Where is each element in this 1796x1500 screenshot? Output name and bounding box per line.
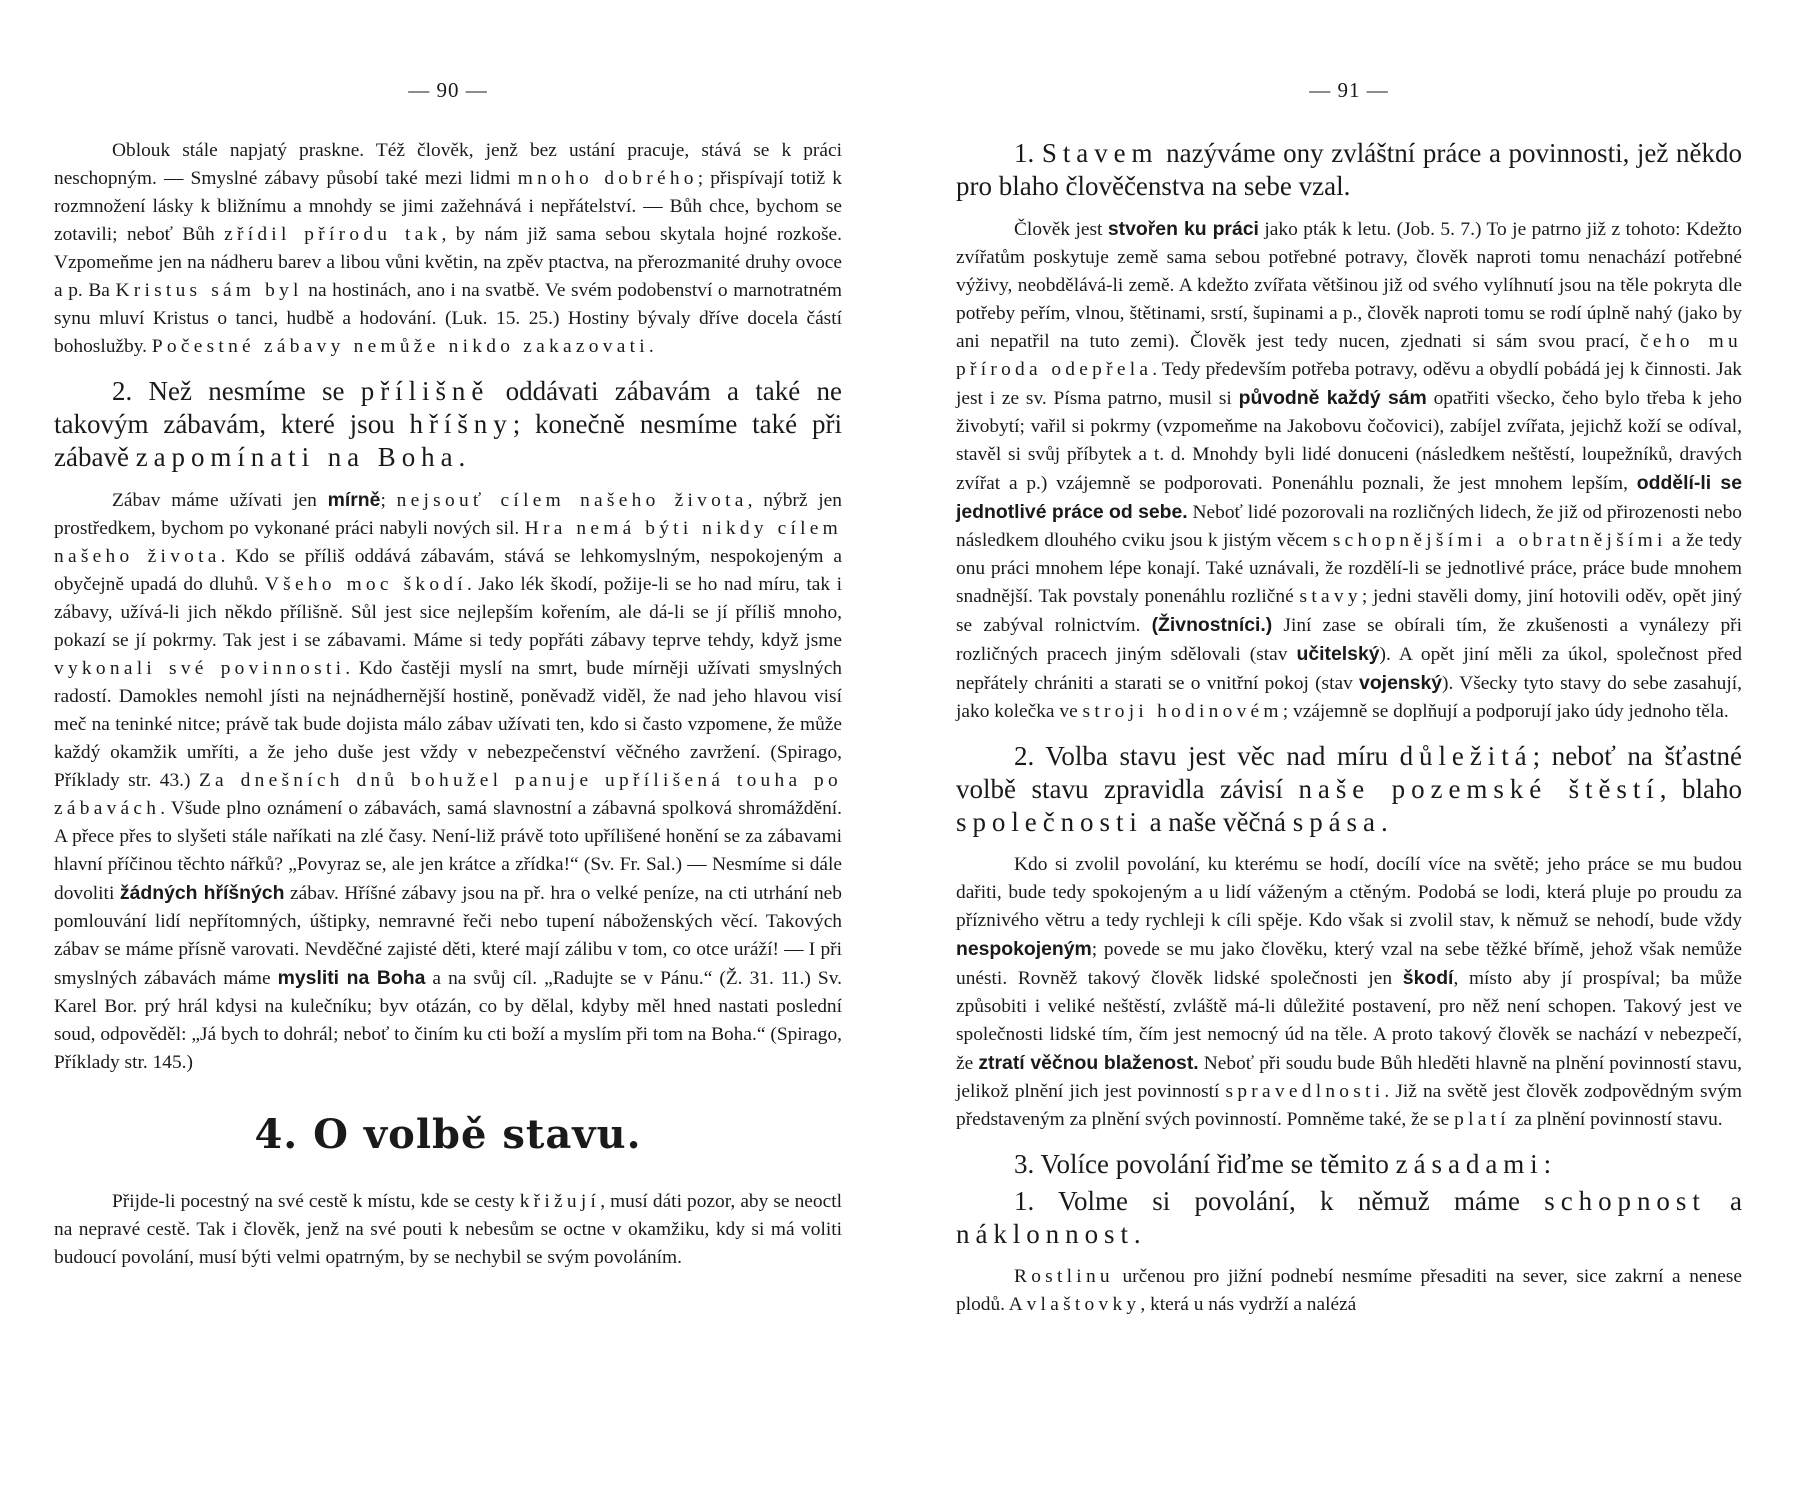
right-heading-1: 1. Stavem nazýváme ony zvláštní práce a povinnosti, jež někdo pro blaho člověčenstva na sebe vzal. (956, 138, 1743, 201)
left-paragraph-3: Přijde-li pocestný na své cestě k místu, kde se cesty křižují, musí dáti pozor, aby se neoctl na nepravé cestě. Tak i člověk, jenž na své pouti k nebesům se octne v okamžiku, kdy si má voliti budoucí povolání, musí býti velmi opatrným, by se nechybil se svým povoláním. (54, 1191, 842, 1268)
right-paragraph-2: Kdo si zvolil povolání, ku kterému se hodí, docílí více na světě; jeho práce se mu budou dařiti, bude tedy spokojeným a u lidí váženým a ctěným. Podobá se lodi, která pluje po proudu za příznivého větru a tedy rychleji k cíli spěje. Kdo však si zvolil stav, k němuž se nehodí, bude vždy nespokojeným; povede se mu jako člověku, který vzal na sebe těžké břímě, jehož však nemůže unésti. Rovněž takový člověk lidské společnosti jen škodí, místo aby jí prospíval; ba může způsobiti i veliké neštěstí, zvláště má-li důležité postavení, pro něž není schopen. Takový jest ve společnosti lidské tím, čím jest nemocný úd na těle. A proto takový člověk se nachází v nebezpečí, že ztratí věčnou blaženost. Neboť při soudu bude Bůh hleděti hlavně na plnění povinností stavu, jelikož plnění jich jest povinností spravedlnosti. Již na světě jest člověk zodpovědným svým představeným za plnění svých povinností. Pomněme také, že se platí za plnění povinností stavu. (956, 854, 1743, 1130)
right-paragraph-3: Rostlinu určenou pro jižní podnebí nesmíme přesaditi na sever, sice zakrní a nenese plodů. A vlaštovky, která u nás vydrží a nalézá (956, 1266, 1742, 1315)
right-heading-2: 2. Volba stavu jest věc nad míru důležitá; neboť na šťastné volbě stavu zpravidla závisí naše pozemské štěstí, blaho společnosti a naše věčná spása. (956, 741, 1743, 837)
left-heading-2: 2. Než nesmíme se přílišně oddávati zábavám a také ne takovým zábavám, které jsou hříšny; konečně nesmíme také při zábavě zapomínati na Boha. (54, 376, 842, 472)
left-paragraph-1: Oblouk stále napjatý praskne. Též člověk, jenž bez ustání pracuje, stává se k práci neschopným. — Smyslné zábavy působí také mezi lidmi mnoho dobrého; přispívají totiž k rozmnožení lásky k bližnímu a mnohdy se jimi zažehnává i nepřátelství. — Bůh chce, bychom se zotavili; neboť Bůh zřídil přírodu tak, by nám již sama sebou skytala hojné rozkoše. Vzpomeňme jen na nádheru barev a libou vůni květin, na zpěv ptactva, na přerozmanité druhy ovoce a p. Ba Kristus sám byl na hostinách, ano i na svatbě. Ve svém podobenství o marnotratném synu mluví Kristus o tanci, hudbě a hodování. (Luk. 15. 25.) Hostiny bývaly dříve docela částí bohoslužby. Počestné zábavy nemůže nikdo zakazovati. (54, 140, 843, 357)
right-heading-3: 3. Volíce povolání řiďme se těmito zásadami: (1014, 1149, 1552, 1179)
left-paragraph-2: Zábav máme užívati jen mírně; nejsouť cílem našeho života, nýbrž jen prostředkem, bychom po vykonané práci nabyli nových sil. Hra nemá býti nikdy cílem našeho života. Kdo se příliš oddává zábavám, stává se lehkomyslným, nespokojeným a obyčejně upadá do dluhů. Všeho moc škodí. Jako lék škodí, požije-li se ho nad míru, tak i zábavy, užívá-li jich někdo přílišně. Sůl jest sice nejlepším kořením, ale dá-li se jí příliš mnoho, pokazí se jí pokrmy. Tak jest i se zábavami. Máme si tedy popřáti zábavy teprve tehdy, když jsme vykonali své povinnosti. Kdo častěji myslí na smrt, bude mírněji užívati smyslných radostí. Damokles nemohl jísti na nejnádhernější hostině, poněvadž viděl, že nad jeho hlavou visí meč na teninké nitce; právě tak bude dojista málo zábav užívati ten, kdo si často vzpomene, že může každý okamžik umříti, a že jeho duše jest vždy v nebezpečenství věčného zavržení. (Spirago, Příklady str. 43.) Za dnešních dnů bohužel panuje upřílišená touha po zábavách. Všude plno oznámení o zábavách, samá slavnostní a zábavná spolková shromáždění. A přece přes to slyšeti stále naříkati na zlé časy. Není-liž právě toto upřílišené honění se za zábavami hlavní příčinou těchto nářků? „Povyraz se, ale jen krátce a zřídka!“ (Sv. Fr. Sal.) — Nesmíme si dále dovoliti žádných hříšných zábav. Hříšné zábavy jsou na př. hra o velké peníze, na cti utrhání neb pomlouvání lidí nepřítomných, úštipky, nemravné řeči nebo tupení náboženských věcí. Takových zábav se máme přísně varovati. Nevděčné zajisté děti, které mají zálibu v tom, co otce uráží! — I při smyslných zábavách máme mysliti na Boha a na svůj cíl. „Radujte se v Pánu.“ (Ž. 31. 11.) Sv. Karel Bor. prý hrál kdysi na kulečníku; byv otázán, co by dělal, kdyby měl hned nastati poslední soud, odpověděl: „Já bych to dohrál; neboť to činím ku cti boží a myslím při tom na Boha.“ (Spirago, Příklady str. 145.) (54, 489, 843, 1073)
chapter-title: 4. O volbě stavu. (254, 1111, 642, 1158)
page-number-left: — 90 — (408, 78, 488, 102)
right-heading-4: 1. Volme si povolání, k němuž máme schopnost a náklonnost. (956, 1186, 1743, 1249)
right-page (898, 0, 1796, 1500)
right-paragraph-1: Člověk jest stvořen ku práci jako pták k letu. (Job. 5. 7.) To je patrno již z tohoto: Kdežto zvířatům poskytuje země sama sebou potřebné potravy, člověk naproti tomu nenachází potřebné výživy, neobdělává-li země. A kdežto zvířata většinou již od svého vylíhnutí jsou na těle pokryta dle potřeby peřím, vlnou, štětinami, srstí, šupinami a p., člověk naproti tomu se rodí úplně nahý (jako by ani nepatřil na tuto zemi). Člověk jest tedy nucen, zjednati si sám svou prací, čeho mu příroda odepřela. Tedy především potřeba potravy, oděvu a obydlí pobádá jej k činnosti. Jak jest i ze sv. Písma patrno, musil si původně každý sám opatřiti všecko, čeho bylo třeba k jeho živobytí; vařil si pokrmy (vzpomeňme na Jakobovu čočovici), zabíjel zvířata, jejichž koží se odíval, stavěl si svůj příbytek a t. d. Mnohdy byli lidé donuceni (následkem neštěstí, loupežníků, dravých zvířat a p.) vzájemně se podporovati. Ponenáhlu poznali, že jest mnohem lepším, oddělí-li se jednotlivé práce od sebe. Neboť lidé pozorovali na rozličných lidech, že již od přirozenosti nebo následkem dlouhého cviku jsou k jistým věcem schopnějšími a obratnějšími a že tedy onu práci mnohem lépe konají. Také uznávali, že rozdělí-li se jednotlivé práce, práce bude mnohem snadnější. Tak povstaly ponenáhlu rozličné stavy; jedni stavěli domy, jiní hotovili oděv, opět jiný se zabýval rolnictvím. (Živnostníci.) Jiní zase se obírali tím, že zkušenosti a vynálezy při rozličných pracech jiným sdělovali (stav učitelský). A opět jiní měli za úkol, společnost před nepřátely chrániti a starati se o vnitřní pokoj (stav vojenský). Všecky tyto stavy do sebe zasahují, jako kolečka ve stroji hodinovém; vzájemně se doplňují a podporují jako údy jednoho těla. (956, 218, 1743, 722)
page-number-right: — 91 — (1309, 78, 1389, 102)
